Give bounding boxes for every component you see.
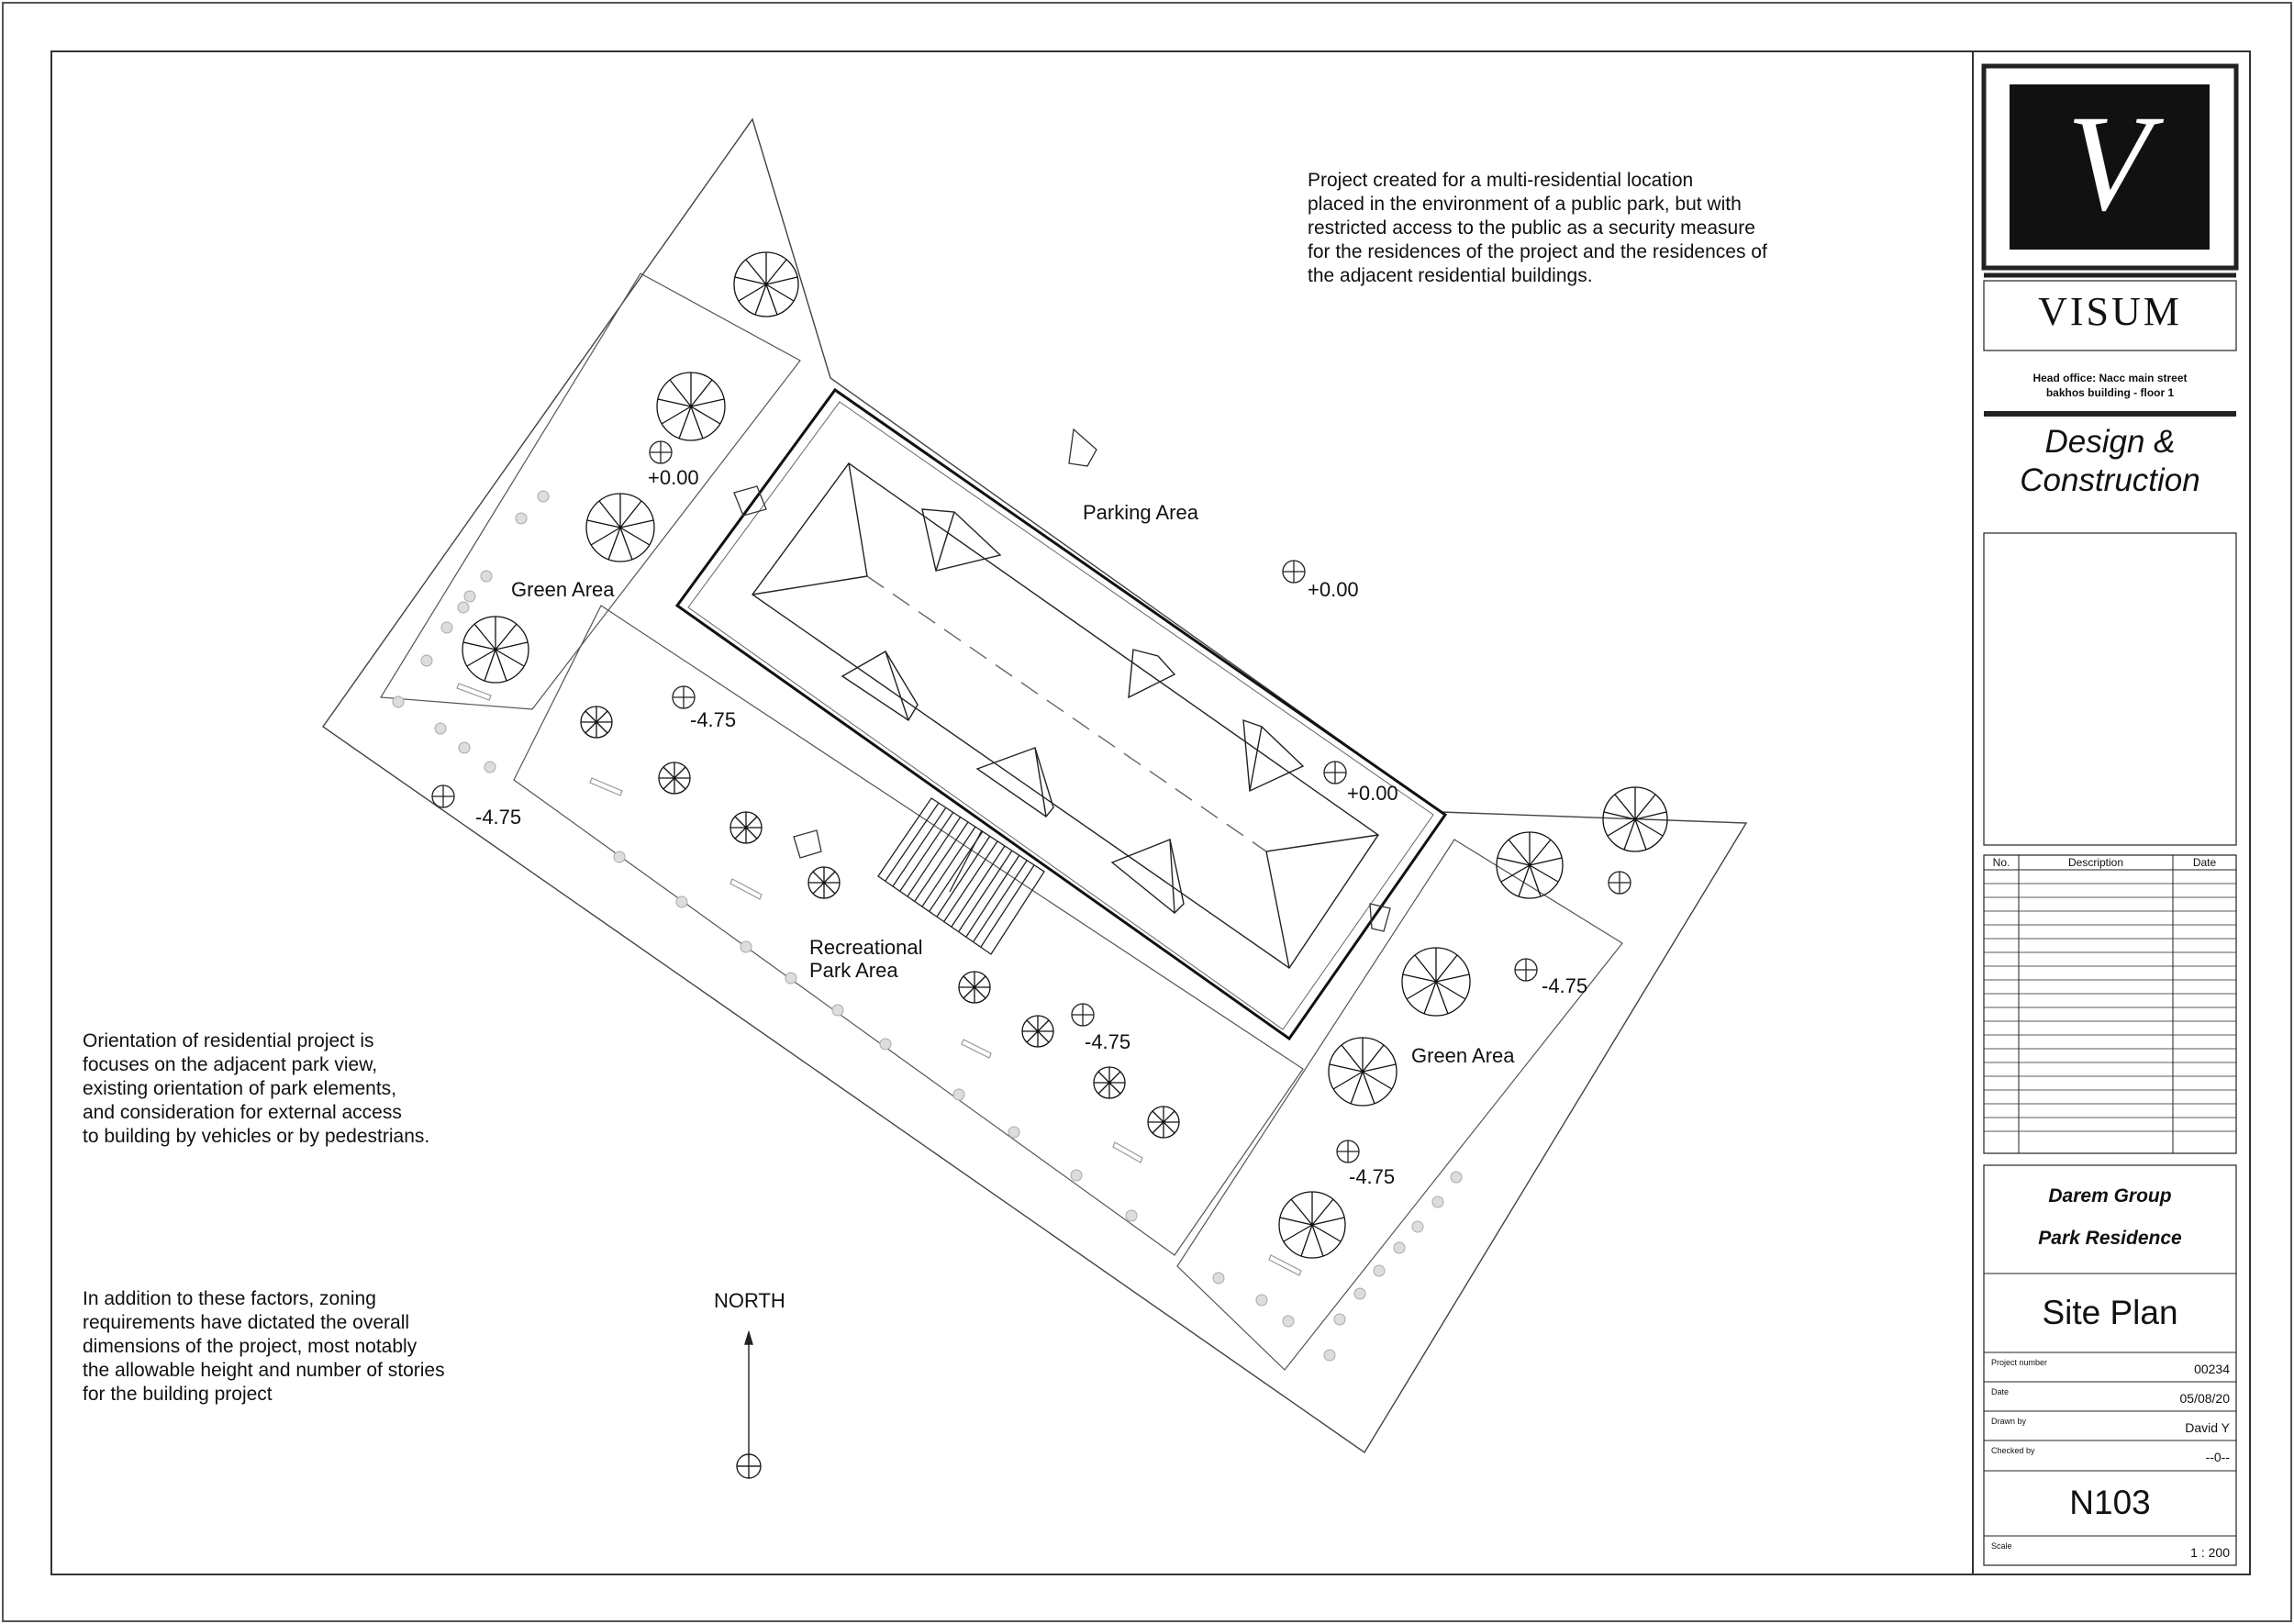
drawn-by-label: Drawn by — [1991, 1417, 2027, 1426]
revision-table — [1984, 855, 2236, 1153]
elevation-label: -4.75 — [1349, 1165, 1396, 1188]
sheet-title: Site Plan — [2042, 1294, 2178, 1331]
logo-letter: V — [2066, 87, 2151, 239]
label-green-area-right: Green Area — [1411, 1044, 1515, 1067]
tree — [462, 617, 529, 683]
date-value: 05/08/20 — [2179, 1391, 2230, 1406]
site-boundary — [323, 119, 1746, 1452]
label-north: NORTH — [714, 1289, 785, 1312]
tree — [657, 373, 725, 440]
tree — [659, 762, 690, 794]
tree — [1497, 832, 1563, 898]
scale-value: 1 : 200 — [2190, 1545, 2230, 1560]
tree — [1094, 1067, 1125, 1098]
elevation-label: -4.75 — [690, 708, 737, 731]
elevation-label: +0.00 — [648, 466, 699, 489]
label-green-area-left: Green Area — [511, 578, 615, 601]
tree — [734, 252, 798, 317]
date-label: Date — [1991, 1387, 2010, 1396]
tree — [808, 867, 840, 898]
elevation-label: -4.75 — [1542, 974, 1588, 997]
stairs — [878, 798, 1044, 954]
elevation-label: +0.00 — [1347, 782, 1398, 805]
tree — [1148, 1107, 1179, 1138]
building-outline — [677, 390, 1445, 1039]
tree — [1022, 1016, 1053, 1047]
revision-header-no: No. — [1992, 856, 2010, 869]
elevation-label: -4.75 — [1085, 1030, 1131, 1053]
label-recreational-line2: Park Area — [809, 959, 898, 982]
project-name: Park Residence — [2038, 1228, 2182, 1249]
tree — [581, 706, 612, 738]
zoning-note: In addition to these factors, zoning requirements have dictated the overall dimensions of the project, most notably the allowable height and number of stories for the building project — [83, 1288, 445, 1405]
tree — [1402, 948, 1470, 1016]
trees — [462, 252, 1667, 1258]
green-area-right-boundary — [1177, 840, 1622, 1370]
brand-name: VISUM — [2038, 289, 2182, 334]
client-name: Darem Group — [2048, 1185, 2172, 1207]
project-number-label: Project number — [1991, 1358, 2048, 1367]
tree — [586, 494, 654, 562]
north-arrow — [737, 1332, 761, 1478]
checked-by-value: --0-- — [2205, 1450, 2230, 1464]
roof-plan — [752, 463, 1378, 968]
scale-label: Scale — [1991, 1541, 2012, 1551]
revision-header-date: Date — [2192, 856, 2217, 869]
drawn-by-value: David Y — [2185, 1420, 2230, 1435]
sheet-number: N103 — [2069, 1484, 2151, 1521]
tagline-line2: Construction — [2020, 462, 2200, 498]
elevation-label: -4.75 — [475, 806, 522, 829]
revision-header-description: Description — [2067, 856, 2124, 869]
elevation-label: +0.00 — [1308, 578, 1359, 601]
tree — [730, 812, 762, 843]
notes-box — [1984, 533, 2236, 845]
label-recreational-line1: Recreational — [809, 936, 923, 959]
building-inner-line — [688, 402, 1433, 1029]
tree — [1279, 1192, 1345, 1258]
head-office-line2: bakhos building - floor 1 — [2045, 386, 2175, 399]
label-parking-area: Parking Area — [1083, 501, 1198, 524]
tree — [959, 972, 990, 1003]
tree — [1329, 1038, 1397, 1106]
head-office-line1: Head office: Nacc main street — [2032, 372, 2188, 384]
tagline-line1: Design & — [2044, 424, 2176, 460]
orientation-note: Orientation of residential project is focuses on the adjacent park view, existing orientation of park elements, and consideration for external access to building by vehicles or by pedestrians. — [83, 1030, 430, 1147]
shrubs — [393, 491, 1462, 1361]
project-description-note: Project created for a multi-residential location placed in the environment of a public park, but with restricted access to the public as a security measure for the residences of the project and the residences of the adjacent residential buildings. — [1308, 170, 1767, 286]
checked-by-label: Checked by — [1991, 1446, 2035, 1455]
pavilions — [734, 429, 1390, 931]
project-number-value: 00234 — [2194, 1362, 2230, 1376]
